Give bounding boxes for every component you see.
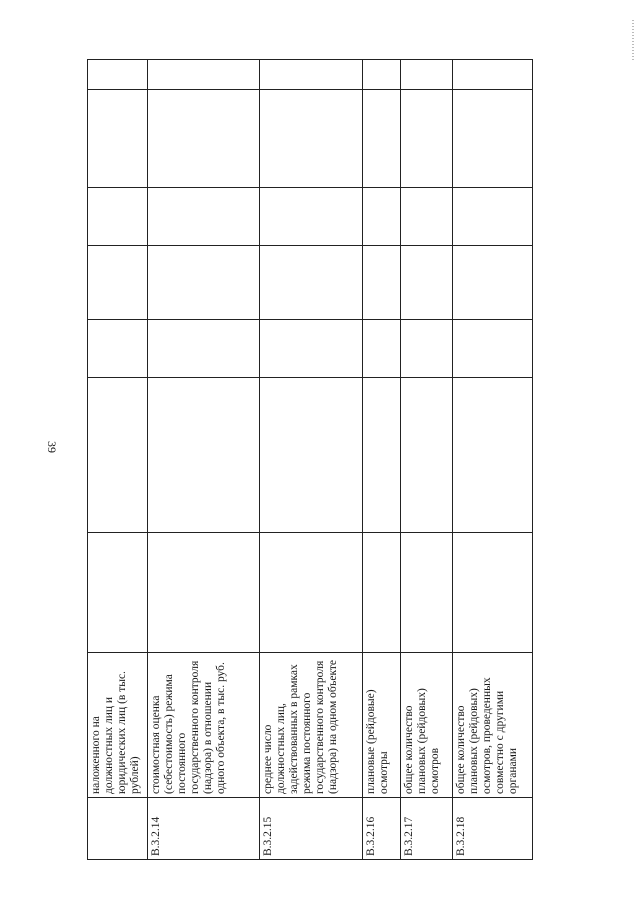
empty-cell <box>453 90 533 188</box>
data-table-rotated <box>87 60 532 860</box>
empty-cell <box>260 90 363 188</box>
empty-cell <box>148 246 260 320</box>
empty-cell <box>401 246 453 320</box>
row-description-cell: наложенного на должностных лиц и юридических лиц (в тыс. рублей) <box>88 653 148 798</box>
row-description-cell: стоимостная оценка (себестоимость) режима постоянного государственного контроля (надзора) в отношении одного объекта, в тыс. руб. <box>148 653 260 798</box>
empty-cell <box>401 320 453 378</box>
empty-cell <box>453 188 533 246</box>
empty-cell <box>401 90 453 188</box>
row-description-cell: общее количество плановых (рейдовых) осмотров, проведенных совместно с другими органами <box>453 653 533 798</box>
empty-cell <box>148 533 260 653</box>
row-code-cell <box>88 798 148 860</box>
data-table <box>87 59 533 860</box>
empty-cell <box>88 320 148 378</box>
empty-cell <box>363 533 401 653</box>
empty-cell <box>148 378 260 533</box>
empty-cell <box>88 246 148 320</box>
row-code-cell: В.3.2.14 <box>148 798 260 860</box>
empty-cell <box>88 378 148 533</box>
row-code-cell: В.3.2.17 <box>401 798 453 860</box>
row-code-cell: В.3.2.16 <box>363 798 401 860</box>
empty-cell <box>260 60 363 90</box>
empty-cell <box>88 90 148 188</box>
empty-cell <box>88 533 148 653</box>
empty-cell <box>401 60 453 90</box>
row-code-cell: В.3.2.15 <box>260 798 363 860</box>
table-row <box>88 60 148 860</box>
empty-cell <box>148 60 260 90</box>
empty-cell <box>148 188 260 246</box>
empty-cell <box>260 320 363 378</box>
scan-edge-mark <box>632 20 634 60</box>
empty-cell <box>363 60 401 90</box>
empty-cell <box>401 188 453 246</box>
row-code-cell: В.3.2.18 <box>453 798 533 860</box>
row-description-cell: среднее число должностных лиц, задействованных в рамках режима постоянного государственного контроля (надзора) на одном объекте <box>260 653 363 798</box>
empty-cell <box>363 320 401 378</box>
empty-cell <box>260 246 363 320</box>
table-row <box>401 60 453 860</box>
empty-cell <box>363 378 401 533</box>
empty-cell <box>453 246 533 320</box>
empty-cell <box>453 378 533 533</box>
table-row <box>260 60 363 860</box>
empty-cell <box>363 90 401 188</box>
empty-cell <box>401 378 453 533</box>
empty-cell <box>148 90 260 188</box>
empty-cell <box>148 320 260 378</box>
empty-cell <box>401 533 453 653</box>
empty-cell <box>453 320 533 378</box>
table-row <box>148 60 260 860</box>
empty-cell <box>260 533 363 653</box>
row-description-cell: общее количество плановых (рейдовых) осмотров <box>401 653 453 798</box>
row-description-cell: плановые (рейдовые) осмотры <box>363 653 401 798</box>
table-row <box>453 60 533 860</box>
empty-cell <box>453 533 533 653</box>
empty-cell <box>260 188 363 246</box>
empty-cell <box>453 60 533 90</box>
empty-cell <box>260 378 363 533</box>
table-row <box>363 60 401 860</box>
empty-cell <box>88 60 148 90</box>
empty-cell <box>363 246 401 320</box>
page-number: 39 <box>45 441 59 453</box>
empty-cell <box>88 188 148 246</box>
empty-cell <box>363 188 401 246</box>
